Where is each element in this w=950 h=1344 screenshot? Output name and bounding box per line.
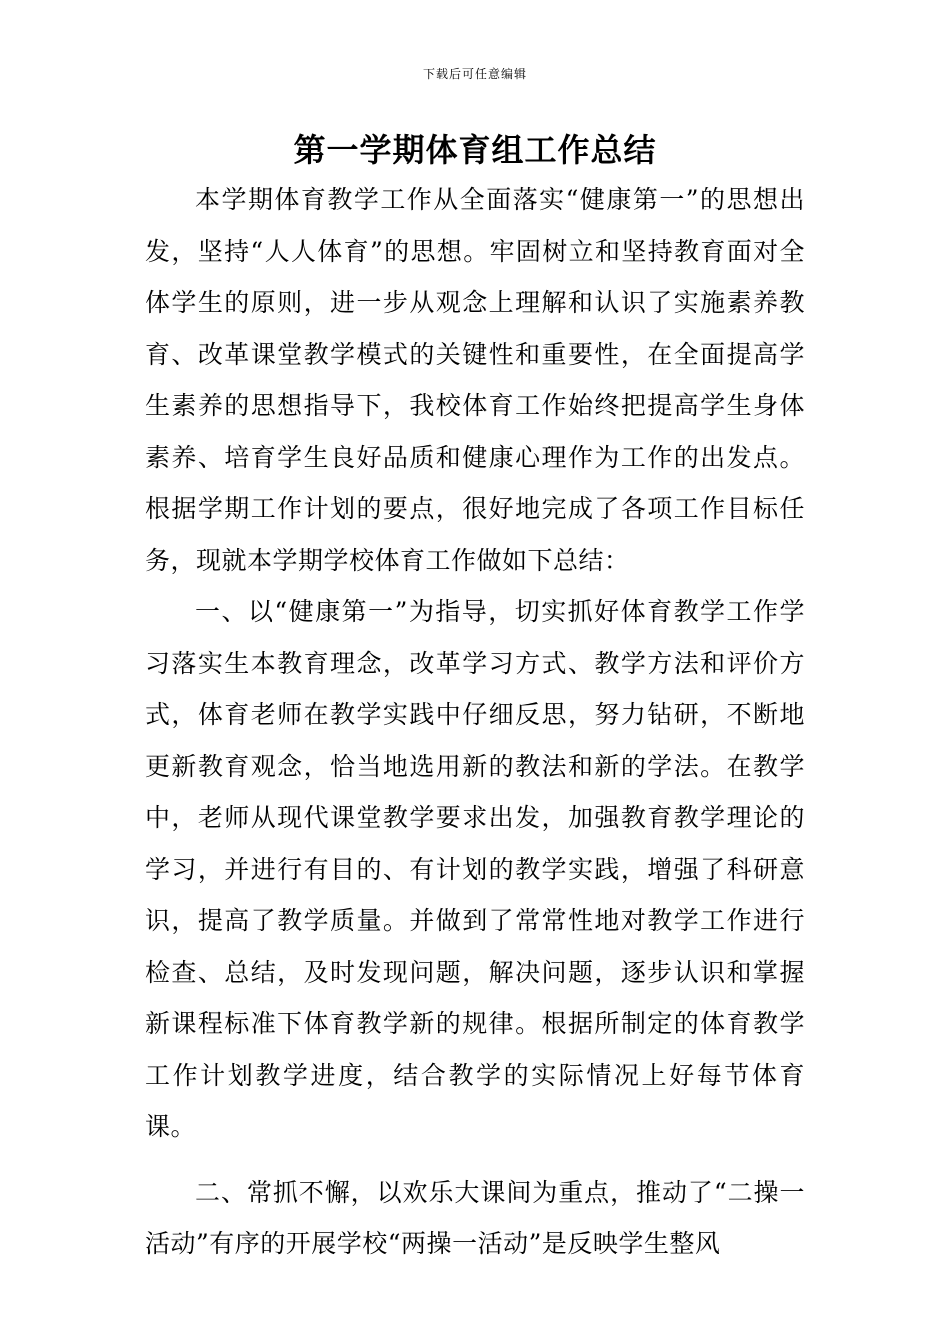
paragraph-section-two: 二、常抓不懈，以欢乐大课间为重点，推动了“二操一活动”有序的开展学校“两操一活动”是反映学生整风 [145, 1177, 805, 1258]
document-body [145, 174, 805, 1270]
paragraph-section-one: 一、以“健康第一”为指导，切实抓好体育教学工作学习落实生本教育理念，改革学习方式、教学方法和评价方式，体育老师在教学实践中仔细反思，努力钻研，不断地更新教育观念，恰当地选用新的教法和新的学法。在教学中，老师从现代课堂教学要求出发，加强教育教学理论的学习，并进行有目的、有计划的教学实践，增强了科研意识，提高了教学质量。并做到了常常性地对教学工作进行检查、总结，及时发现问题，解决问题，逐步认识和掌握新课程标准下体育教学新的规律。根据所制定的体育教学工作计划教学进度，结合教学的实际情况上好每节体育课。 [145, 597, 805, 1141]
document-title: 第一学期体育组工作总结 [293, 131, 657, 169]
paragraph-intro: 本学期体育教学工作从全面落实“健康第一”的思想出发，坚持“人人体育”的思想。牢固树立和坚持教育面对全体学生的原则，进一步从观念上理解和认识了实施素养教育、改革课堂教学模式的关键性和重要性，在全面提高学生素养的思想指导下，我校体育工作始终把提高学生身体素养、培育学生良好品质和健康心理作为工作的出发点。根据学期工作计划的要点，很好地完成了各项工作目标任务，现就本学期学校体育工作做如下总结： [145, 185, 805, 575]
header-note: 下载后可任意编辑 [422, 67, 527, 81]
